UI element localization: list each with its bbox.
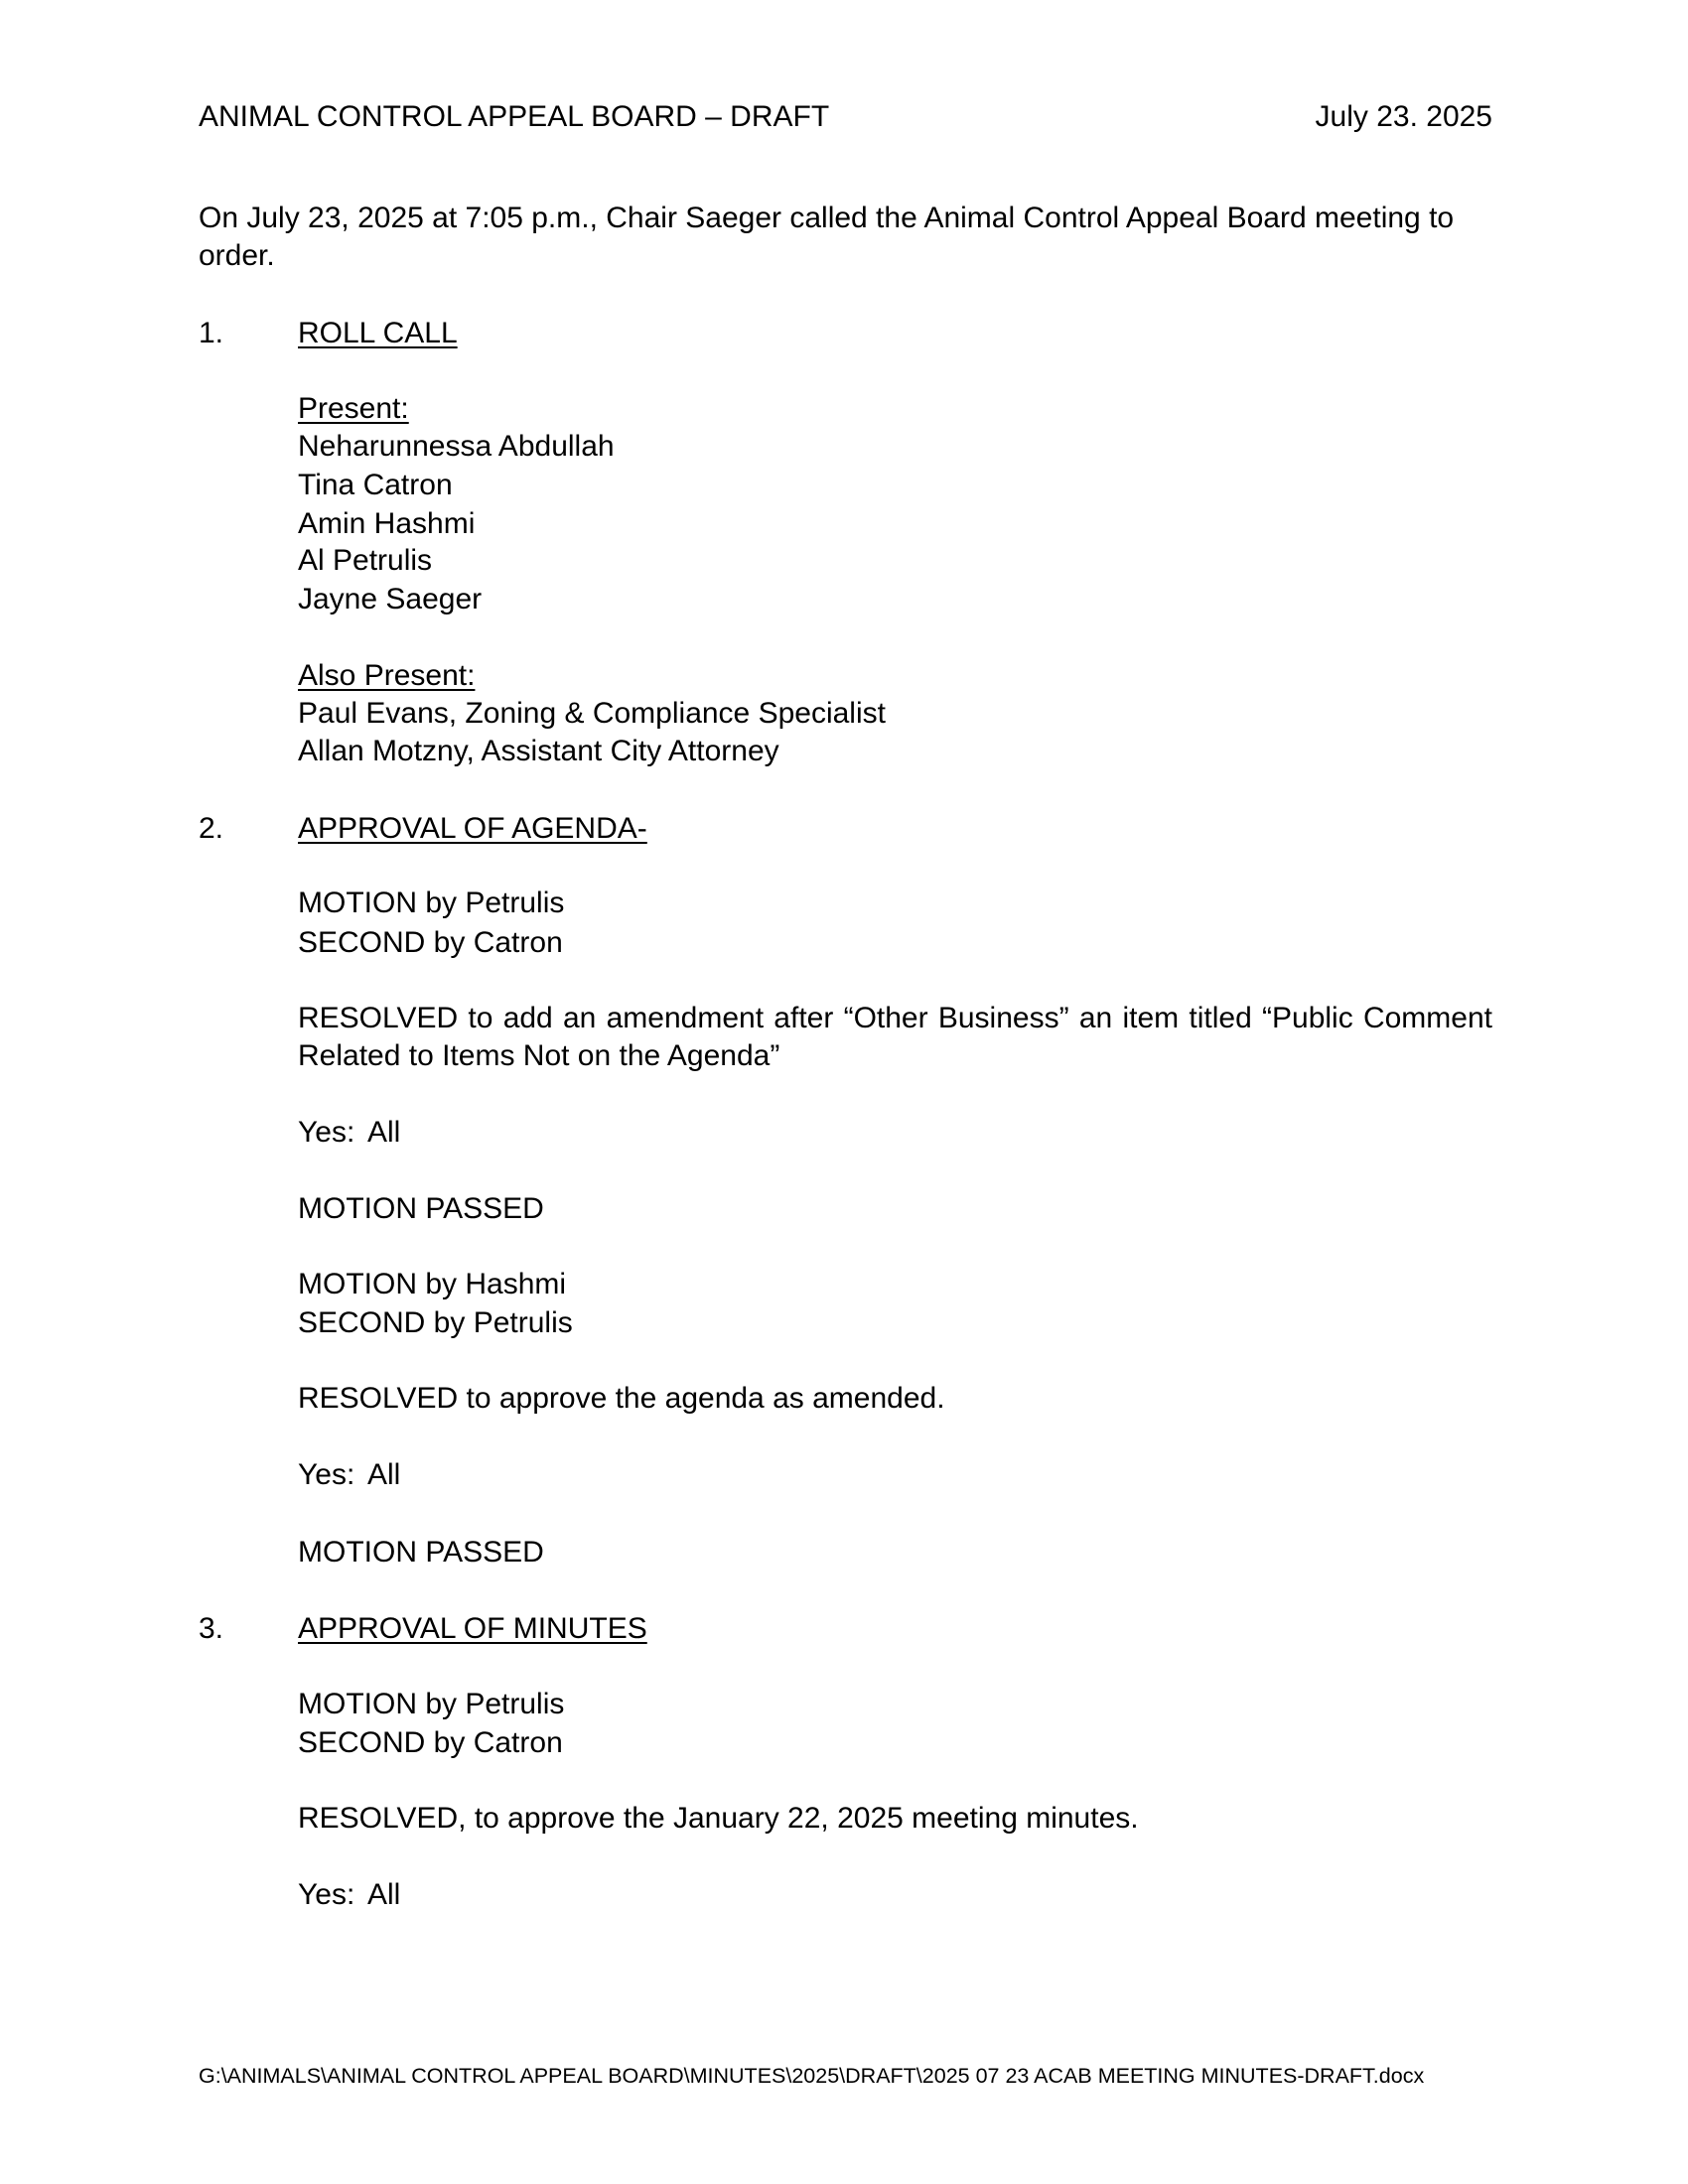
vote-value: All	[367, 1458, 401, 1491]
section-title-approval-of-agenda: APPROVAL OF AGENDA-	[298, 812, 647, 845]
resolution: RESOLVED to approve the agenda as amended.	[298, 1382, 945, 1415]
present-member: Neharunnessa Abdullah	[298, 430, 615, 463]
present-member: Tina Catron	[298, 469, 453, 501]
motion-result: MOTION PASSED	[298, 1536, 544, 1569]
section-title-approval-of-minutes: APPROVAL OF MINUTES	[298, 1612, 647, 1645]
header-date: July 23. 2025	[1315, 100, 1492, 133]
motion-by: MOTION by Petrulis	[298, 1688, 565, 1720]
section-number: 1.	[199, 317, 224, 349]
vote-value: All	[367, 1116, 401, 1149]
also-present-label: Also Present:	[298, 659, 476, 692]
vote-label: Yes:	[298, 1116, 355, 1149]
section-number: 2.	[199, 812, 224, 845]
header-title: ANIMAL CONTROL APPEAL BOARD – DRAFT	[199, 100, 830, 133]
footer-file-path: G:\ANIMALS\ANIMAL CONTROL APPEAL BOARD\MINUTES\2025\DRAFT\2025 07 23 ACAB MEETING MINUTES-DRAFT.docx	[199, 2064, 1425, 2088]
present-member: Al Petrulis	[298, 544, 433, 577]
intro-paragraph: On July 23, 2025 at 7:05 p.m., Chair Saeger called the Animal Control Appeal Board meeting to order.	[199, 202, 1455, 272]
motion-by: MOTION by Petrulis	[298, 887, 565, 919]
second-by: SECOND by Catron	[298, 1726, 563, 1759]
vote	[298, 1876, 437, 1914]
also-present-member: Paul Evans, Zoning & Compliance Specialist	[298, 697, 886, 730]
also-present-member: Allan Motzny, Assistant City Attorney	[298, 735, 779, 767]
vote	[298, 1114, 437, 1152]
present-member: Amin Hashmi	[298, 507, 476, 540]
vote-value: All	[367, 1878, 401, 1911]
motion-by: MOTION by Hashmi	[298, 1268, 567, 1300]
resolution: RESOLVED to add an amendment after “Other Business” an item titled “Public Comment Related to Items Not on the Agenda”	[298, 1002, 1492, 1072]
resolution: RESOLVED, to approve the January 22, 2025 meeting minutes.	[298, 1802, 1139, 1835]
vote-label: Yes:	[298, 1878, 355, 1911]
present-label: Present:	[298, 392, 409, 425]
second-by: SECOND by Catron	[298, 926, 563, 959]
second-by: SECOND by Petrulis	[298, 1306, 573, 1339]
motion-result: MOTION PASSED	[298, 1192, 544, 1225]
section-number: 3.	[199, 1612, 224, 1645]
section-title-roll-call: ROLL CALL	[298, 317, 458, 349]
vote-label: Yes:	[298, 1458, 355, 1491]
vote	[298, 1456, 437, 1494]
present-member: Jayne Saeger	[298, 583, 483, 615]
